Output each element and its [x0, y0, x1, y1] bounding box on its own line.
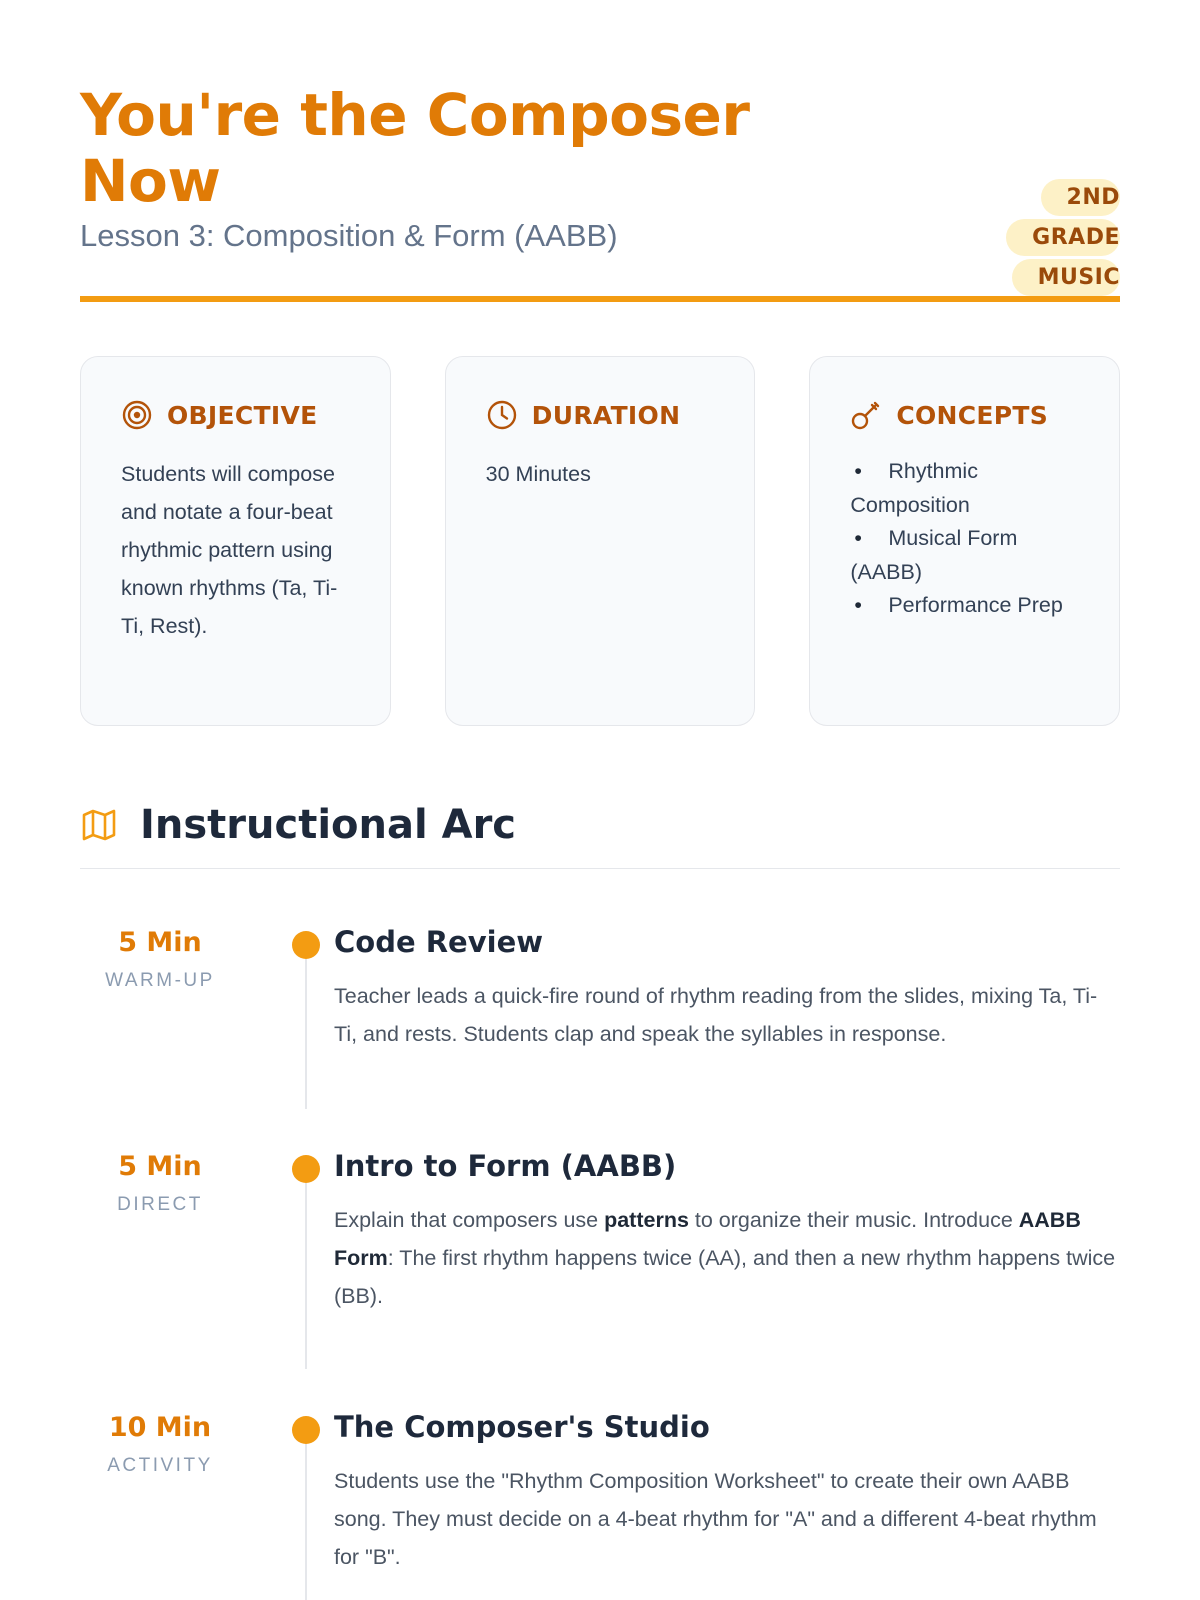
step-title: The Composer's Studio	[334, 1410, 710, 1444]
badge-line-1: 2ND GRADE	[1032, 185, 1120, 250]
timeline	[80, 911, 1120, 1596]
timeline-line	[305, 959, 307, 1109]
duration-text: 30 Minutes	[485, 462, 591, 486]
target-icon	[121, 399, 153, 431]
objective-card	[80, 356, 391, 726]
duration-card-header	[486, 399, 715, 431]
desc-text: to organize their music. Introduce	[688, 1208, 1019, 1232]
section-title: Instructional Arc	[140, 802, 517, 848]
desc-emphasis: AABB Form	[334, 1208, 1081, 1270]
concepts-card-header	[850, 399, 1079, 431]
concepts-card	[809, 356, 1120, 726]
concepts-label: CONCEPTS	[896, 400, 1049, 430]
desc-emphasis: patterns	[604, 1208, 689, 1232]
duration-label: DURATION	[531, 400, 681, 430]
step-body	[334, 1135, 1120, 1396]
step-description: Teacher leads a quick-fire round of rhythm reading from the slides, mixing Ta, Ti-Ti, and rests. Students clap and speak the syllables in response.	[334, 984, 1098, 1046]
timeline-dot	[292, 1416, 320, 1444]
step-phase: DIRECT	[117, 1194, 203, 1215]
timeline-rail	[240, 911, 334, 1135]
grade-badge-text	[1006, 179, 1120, 296]
step-title: Intro to Form (AABB)	[334, 1149, 677, 1183]
step-body	[334, 911, 1120, 1135]
step-duration: 10 Min	[108, 1412, 212, 1443]
lesson-subtitle: Lesson 3: Composition & Form (AABB)	[80, 218, 618, 253]
step-duration: 5 Min	[118, 927, 202, 958]
timeline-dot	[292, 931, 320, 959]
list-item: • Musical Form (AABB)	[850, 522, 1079, 589]
map-icon	[80, 806, 118, 844]
summary-cards	[80, 356, 1120, 726]
step-body	[334, 1396, 1120, 1596]
guitar-key-icon	[850, 399, 882, 431]
step-duration: 5 Min	[118, 1151, 202, 1182]
clock-icon	[486, 399, 518, 431]
list-item: • Rhythmic Composition	[850, 455, 1079, 522]
timeline-step	[80, 1135, 1120, 1396]
grade-badge	[950, 178, 1120, 298]
timeline-step	[80, 1396, 1120, 1596]
timeline-rail	[240, 1396, 334, 1596]
objective-label: OBJECTIVE	[167, 400, 318, 430]
timeline-step	[80, 911, 1120, 1135]
step-description	[334, 1201, 1120, 1315]
step-phase: WARM-UP	[105, 970, 215, 991]
duration-card	[445, 356, 756, 726]
step-title: Code Review	[334, 925, 544, 959]
timeline-dot	[292, 1155, 320, 1183]
concepts-list	[850, 455, 1079, 623]
step-time	[80, 1396, 240, 1596]
desc-text: Explain that composers use	[334, 1208, 605, 1232]
desc-text: : The first rhythm happens twice (AA), and then a new rhythm happens twice (BB).	[334, 1246, 1116, 1308]
objective-text: Students will compose and notate a four-beat rhythmic pattern using known rhythms (Ta, Ti-Ti, Rest).	[121, 462, 338, 638]
step-time	[80, 911, 240, 1135]
timeline-line	[305, 1444, 307, 1600]
instructional-arc-heading	[80, 802, 1120, 869]
badge-line-2: MUSIC	[1037, 265, 1120, 290]
step-description: Students use the "Rhythm Composition Worksheet" to create their own AABB song. They must decide on a 4-beat rhythm for "A" and a different 4-beat rhythm for "B".	[334, 1469, 1097, 1569]
page-title: You're the Composer Now	[80, 81, 750, 215]
timeline-rail	[240, 1135, 334, 1396]
objective-card-header	[121, 399, 350, 431]
step-time	[80, 1135, 240, 1396]
timeline-line	[305, 1183, 307, 1369]
lesson-header	[80, 0, 1120, 302]
list-item: • Performance Prep	[850, 589, 1079, 623]
step-phase: ACTIVITY	[107, 1455, 213, 1476]
